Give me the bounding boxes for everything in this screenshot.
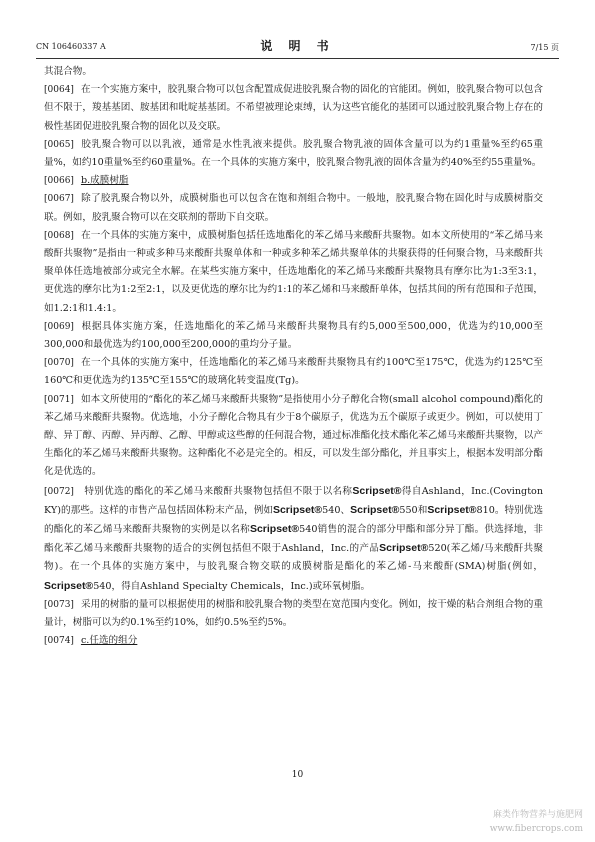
paragraph-text: 其混合物。 [44, 66, 92, 77]
text-segment: 特别优选的酯化的苯乙烯马来酸酐共聚物包括但不限于以名称 [84, 485, 353, 497]
paragraph-number: [0064] [44, 85, 74, 96]
page-indicator: 7/15 页 [530, 43, 559, 52]
header-divider [36, 58, 559, 59]
text-segment: 520(苯乙烯/马来酸酐共聚物)。在一个具体的实施方案中，与胶乳聚合物交联的成膜树脂是酯化的苯乙烯-马来酸酐(SMA)树脂(例如， [44, 543, 543, 573]
paragraph-text: 在一个实施方案中，胶乳聚合物可以包含配置成促进胶乳聚合物的固化的官能团。例如，胶乳聚合物可以包含但不限于，羧基基团、胺基团和吡啶基基团。不希望被理论束缚，认为这些官能化的基团可以通过胶乳聚合物上存在的极性基团促进胶乳聚合物的固化以及交联。 [44, 84, 543, 132]
brand-name: Scripset® [44, 579, 94, 592]
paragraph-number: [0072] [44, 486, 74, 497]
brand-name: Scripset® [350, 503, 400, 516]
paragraph-text: 在一个具体的实施方案中，成膜树脂包括任选地酯化的苯乙烯马来酸酐共聚物。如本文所使用的“苯乙烯马来酸酐共聚物”是指由一种或多种马来酸酐共聚单体和一种或多种苯乙烯共聚单体的共聚获得的任何聚合物，马来酸酐共聚单体任选地被部分或完全水解。在某些实施方案中，任选地酯化的苯乙烯马来酸酐共聚物具有摩尔比为1:3至3:1，更优选的摩尔比为1:2至2:1，以及更优选的摩尔比为约1:1的苯乙烯和马来酸酐单体，包括其间的所有范围和子范围，如1.2:1和1.4:1。 [44, 229, 543, 314]
paragraph [44, 354, 543, 390]
text-segment: 得自Ashland，Inc.(Covington KY)的那些。这样的市售产品包括固体粉末产品，例如 [44, 485, 543, 516]
watermark-site-name: 麻类作物营养与施肥网 [492, 810, 583, 820]
paragraph-text: 根据具体实施方案，任选地酯化的苯乙烯马来酸酐共聚物具有约5,000至500,000，优选为约10,000至300,000和最优选为约100,000至200,000的重均分子量。 [44, 320, 543, 351]
paragraph-number: [0069] [44, 321, 74, 332]
document-type-title: 说 明 书 [260, 39, 335, 53]
brand-name: Scripset® [249, 523, 300, 536]
paragraph [44, 136, 543, 172]
section-heading-paragraph [44, 172, 543, 190]
paragraph-number: [0073] [44, 599, 74, 610]
brand-name: Scripset® [379, 542, 429, 555]
brand-name: Scripset® [272, 503, 323, 516]
page-header [36, 36, 559, 56]
paragraph-text: 在一个具体的实施方案中，任选地酯化的苯乙烯马来酸酐共聚物具有约100℃至175℃，优选为约125℃至160℃和更优选为约135℃至155℃的玻璃化转变温度(Tg)。 [44, 357, 543, 387]
paragraph [44, 81, 543, 136]
text-segment: 810。特别优选的酯化的苯乙烯马来酸酐共聚物的实例是以名称 [44, 504, 544, 536]
paragraph-number: [0066] [44, 176, 74, 187]
paragraph-text: 胶乳聚合物可以以乳液，通常是水性乳液来提供。胶乳聚合物乳液的固体含量可以为约1重量%至约65重量%，如约10重量%至约60重量%。在一个具体的实施方案中，胶乳聚合物乳液的固体含量为约40%至约55重量%。 [44, 138, 543, 169]
paragraph [44, 482, 543, 596]
watermark-url: www.fibercrops.com [489, 824, 583, 834]
paragraph-number: [0067] [44, 194, 74, 205]
text-segment: 540、 [322, 504, 351, 516]
paragraph [44, 63, 543, 81]
page-number: 10 [291, 770, 304, 780]
paragraph-number: [0074] [44, 636, 74, 647]
section-heading-paragraph [44, 632, 543, 650]
brand-name: Scripset® [427, 503, 477, 516]
section-heading: b.成膜树脂 [80, 175, 129, 187]
paragraph-number: [0070] [44, 358, 74, 369]
paragraph-text: 除了胶乳聚合物以外，成膜树脂也可以包含在饱和剂组合物中。一般地，胶乳聚合物在固化时与成膜树脂交联。例如，胶乳聚合物可以在交联剂的帮助下自交联。 [44, 193, 543, 223]
paragraph-text: 如本文所使用的“酯化的苯乙烯马来酸酐共聚物”是指使用小分子醇化合物(small alcohol compound)酯化的苯乙烯马来酸酐共聚物。优选地，小分子醇化合物具有少于8个碳原子，优选为五个碳原子或更少。例如，可以使用丁醇、异丁醇、丙醇、异丙醇、乙醇、甲醇或这些醇的任何混合物，通过标准酯化技术酯化苯乙烯马来酸酐共聚物，以产生酯化的苯乙烯马来酸酐共聚物。这种酯化不必是完全的。相反，可以发生部分酯化，并且事实上，根据本发明部分酯化是优选的。 [44, 393, 543, 478]
section-heading: c.任选的组分 [80, 635, 138, 647]
watermark [490, 808, 583, 836]
paragraph [44, 227, 543, 318]
document-body [44, 63, 543, 651]
text-segment: 540销售的混合的部分甲酯和部分异丁酯。供选择地，非酯化苯乙烯马来酸酐共聚物的适合的实例包括但不限于Ashland，Inc.的产品 [44, 524, 544, 555]
brand-name: Scripset® [352, 484, 402, 497]
text-segment: 540，得自Ashland Specialty Chemicals，Inc.)或环氧树脂。 [93, 580, 371, 592]
paragraph-text [44, 486, 543, 592]
paragraph [44, 190, 543, 226]
text-segment: 550和 [399, 504, 428, 516]
paragraph [44, 391, 543, 482]
paragraph [44, 318, 543, 354]
paragraph-number: [0071] [44, 394, 74, 405]
paragraph [44, 596, 543, 632]
paragraph-number: [0065] [44, 139, 74, 150]
patent-number: CN 106460337 A [36, 42, 106, 51]
paragraph-number: [0068] [44, 230, 74, 241]
paragraph-text: 采用的树脂的量可以根据使用的树脂和胶乳聚合物的类型在宽范围内变化。例如，按干燥的粘合剂组合物的重量计，树脂可以为约0.1%至约10%，如约0.5%至约5%。 [44, 598, 543, 629]
